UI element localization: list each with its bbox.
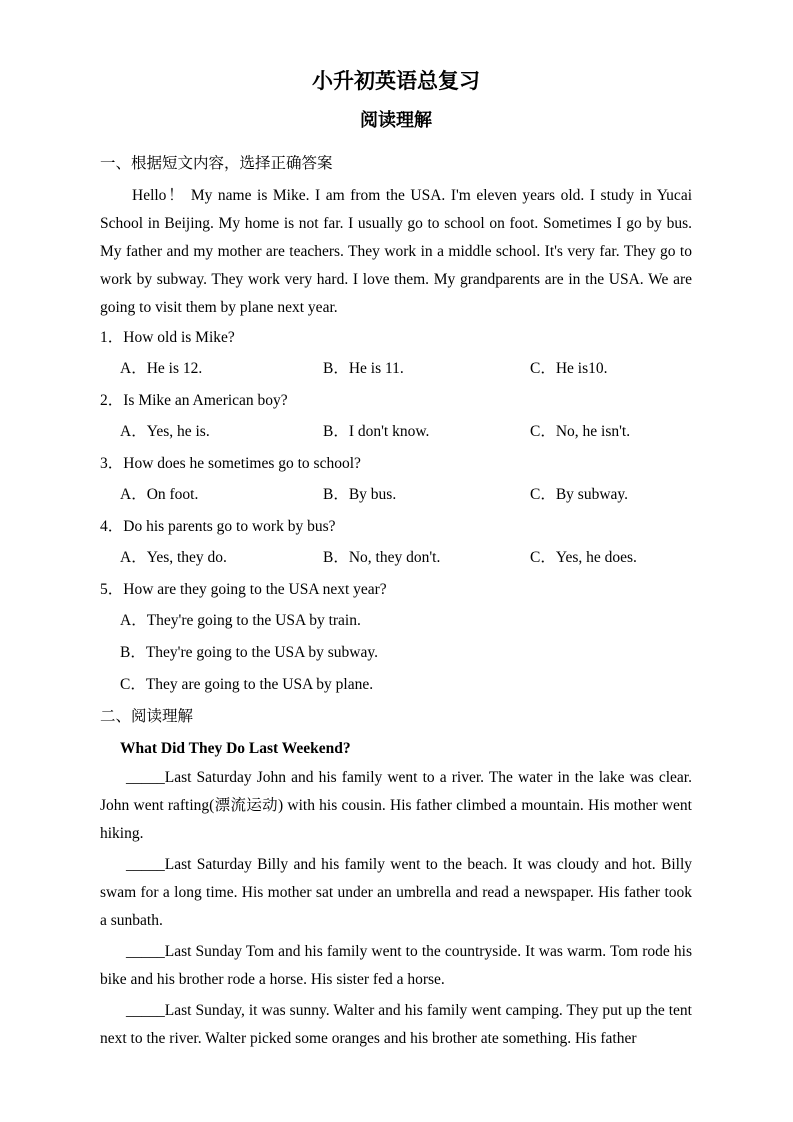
- question-1: [100, 324, 692, 383]
- question-4-text: 4．Do his parents go to work by bus?: [100, 518, 336, 535]
- question-5-options: [100, 607, 692, 699]
- question-4-option-c: C．Yes, he does.: [530, 549, 637, 566]
- question-3-option-a: A．On foot.: [120, 486, 199, 503]
- question-3: [100, 450, 692, 509]
- question-5-option-a: A．They're going to the USA by train.: [120, 612, 361, 629]
- section2-paragraph-1: _____Last Saturday John and his family went to a river. The water in the lake was clear. John went rafting(漂流运动) with his cousin. His father climbed a mountain. His mother went hiking.: [100, 769, 692, 842]
- question-2-option-c: C．No, he isn't.: [530, 423, 631, 440]
- question-3-text: 3．How does he sometimes go to school?: [100, 455, 361, 472]
- question-2-option-a: A．Yes, he is.: [120, 423, 210, 440]
- question-5-text: 5．How are they going to the USA next year?: [100, 581, 387, 598]
- question-1-option-a: A．He is 12.: [120, 360, 203, 377]
- question-1-option-c: C．He is10.: [530, 360, 608, 377]
- question-2: [100, 387, 692, 446]
- question-5-option-c: C．They are going to the USA by plane.: [120, 676, 374, 693]
- question-3-options: [100, 481, 692, 509]
- question-5-option-b: B．They're going to the USA by subway.: [120, 644, 378, 661]
- doc-subtitle: 阅读理解: [360, 110, 432, 130]
- question-4: [100, 513, 692, 572]
- section2-paragraph-2: _____Last Saturday Billy and his family went to the beach. It was cloudy and hot. Billy swam for a long time. His mother sat under an umbrella and read a newspaper. His father took a sunbath.: [100, 856, 692, 929]
- section2-paragraph-3: _____Last Sunday Tom and his family went to the countryside. It was warm. Tom rode his bike and his brother rode a horse. His sister fed a horse.: [100, 943, 692, 988]
- question-3-option-b: B．By bus.: [323, 486, 397, 503]
- question-2-options: [100, 418, 692, 446]
- section2-paragraph-4: _____Last Sunday, it was sunny. Walter and his family went camping. They put up the tent next to the river. Walter picked some oranges and his brother ate something. His father: [100, 1002, 692, 1047]
- question-1-text: 1．How old is Mike?: [100, 329, 235, 346]
- question-5: [100, 576, 692, 699]
- doc-title: 小升初英语总复习: [312, 69, 480, 93]
- question-1-option-b: B．He is 11.: [323, 360, 404, 377]
- section1-heading: 一、根据短文内容，选择正确答案: [100, 155, 333, 172]
- question-3-option-c: C．By subway.: [530, 486, 629, 503]
- section2-reading-title: What Did They Do Last Weekend?: [120, 740, 351, 757]
- question-4-options: [100, 544, 692, 572]
- question-4-option-b: B．No, they don't.: [323, 549, 441, 566]
- question-2-text: 2．Is Mike an American boy?: [100, 392, 288, 409]
- reading-passage: Hello！ My name is Mike. I am from the USA. I'm eleven years old. I study in Yucai School in Beijing. My home is not far. I usually go to school on foot. Sometimes I go by bus. My father and my mother are teachers. They work in a middle school. It's very far. They go to work by subway. They work very hard. I love them. My grandparents are in the USA. We are going to visit them by plane next year.: [100, 187, 692, 316]
- question-4-option-a: A．Yes, they do.: [120, 549, 227, 566]
- section2-heading: 二、阅读理解: [100, 708, 194, 725]
- question-1-options: [100, 355, 692, 383]
- question-2-option-b: B．I don't know.: [323, 423, 430, 440]
